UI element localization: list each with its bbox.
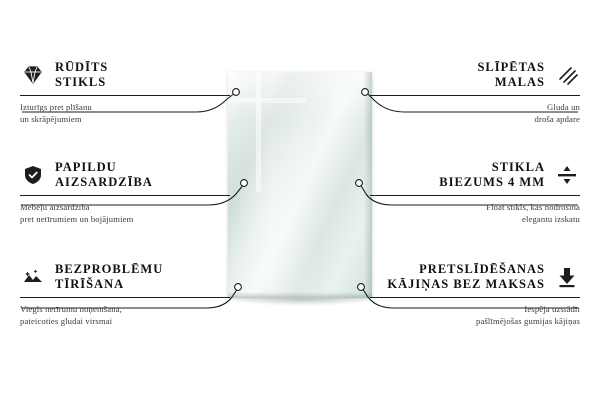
feature-head bbox=[370, 262, 580, 292]
feature-body-line1: Mēbeļu aizsardzība bbox=[20, 201, 90, 212]
feature-callout-cleaning bbox=[20, 262, 230, 327]
feature-callout-edges bbox=[370, 60, 580, 125]
feature-divider bbox=[370, 95, 580, 96]
feature-body-line1: Iespēja uzstādīt bbox=[524, 303, 580, 314]
feature-callout-protection bbox=[20, 160, 230, 225]
polished-edge-icon bbox=[554, 62, 580, 88]
glass-panel bbox=[228, 72, 372, 298]
feature-divider bbox=[20, 297, 230, 298]
feature-head bbox=[370, 60, 580, 90]
feature-title-line1: PAPILDU bbox=[55, 160, 117, 174]
product-image bbox=[228, 72, 372, 298]
feature-divider bbox=[20, 95, 230, 96]
feature-body-line2: pateicoties gludai virsmai bbox=[20, 315, 113, 326]
feature-callout-thickness bbox=[370, 160, 580, 225]
feature-title-line2: BIEZUMS 4 MM bbox=[439, 174, 545, 189]
feature-callout-glass bbox=[20, 60, 230, 125]
feature-body-line1: Viegls netīrumu noņemšana, bbox=[20, 303, 122, 314]
feature-head bbox=[20, 160, 230, 190]
download-foot-icon bbox=[554, 264, 580, 290]
feature-title-line2: KĀJIŅAS BEZ MAKSAS bbox=[387, 276, 545, 291]
feature-title-line1: STIKLA bbox=[491, 160, 545, 174]
feature-divider bbox=[370, 195, 580, 196]
panel-bottom-edge bbox=[228, 292, 372, 298]
feature-body-line2: un skrāpējumiem bbox=[20, 113, 82, 124]
feature-title-line2: MALAS bbox=[494, 74, 545, 89]
feature-title-line2: AIZSARDZĪBA bbox=[55, 174, 153, 189]
feature-body-line2: pret netīrumiem un bojājumiem bbox=[20, 213, 134, 224]
feature-divider bbox=[20, 195, 230, 196]
sparkle-cloth-icon bbox=[20, 264, 46, 290]
thickness-arrows-icon bbox=[554, 162, 580, 188]
feature-body-line2: pašlīmējošas gumijas kājiņas bbox=[476, 315, 580, 326]
feature-title-line2: STIKLS bbox=[55, 74, 107, 89]
feature-body-line1: Izturīgs pret plīšanu bbox=[20, 101, 92, 112]
shield-check-icon bbox=[20, 162, 46, 188]
feature-head bbox=[20, 262, 230, 292]
feature-title-line2: TĪRĪŠANA bbox=[55, 276, 125, 291]
feature-head bbox=[20, 60, 230, 90]
diamond-icon bbox=[20, 62, 46, 88]
feature-body-line1: Gluda un bbox=[547, 101, 580, 112]
feature-body-line2: droša apdare bbox=[534, 113, 580, 124]
feature-title-line1: SLĪPĒTAS bbox=[477, 60, 545, 74]
feature-divider bbox=[370, 297, 580, 298]
feature-body-line1: Float stikls, kas nodrošina bbox=[486, 201, 580, 212]
feature-body-line2: elegantu izskatu bbox=[522, 213, 580, 224]
feature-callout-feet bbox=[370, 262, 580, 327]
feature-title-line1: PRETSLĪDĒŠANAS bbox=[419, 262, 545, 276]
feature-head bbox=[370, 160, 580, 190]
feature-title-line1: RŪDĪTS bbox=[55, 60, 109, 74]
feature-title-line1: BEZPROBLĒMU bbox=[55, 262, 164, 276]
